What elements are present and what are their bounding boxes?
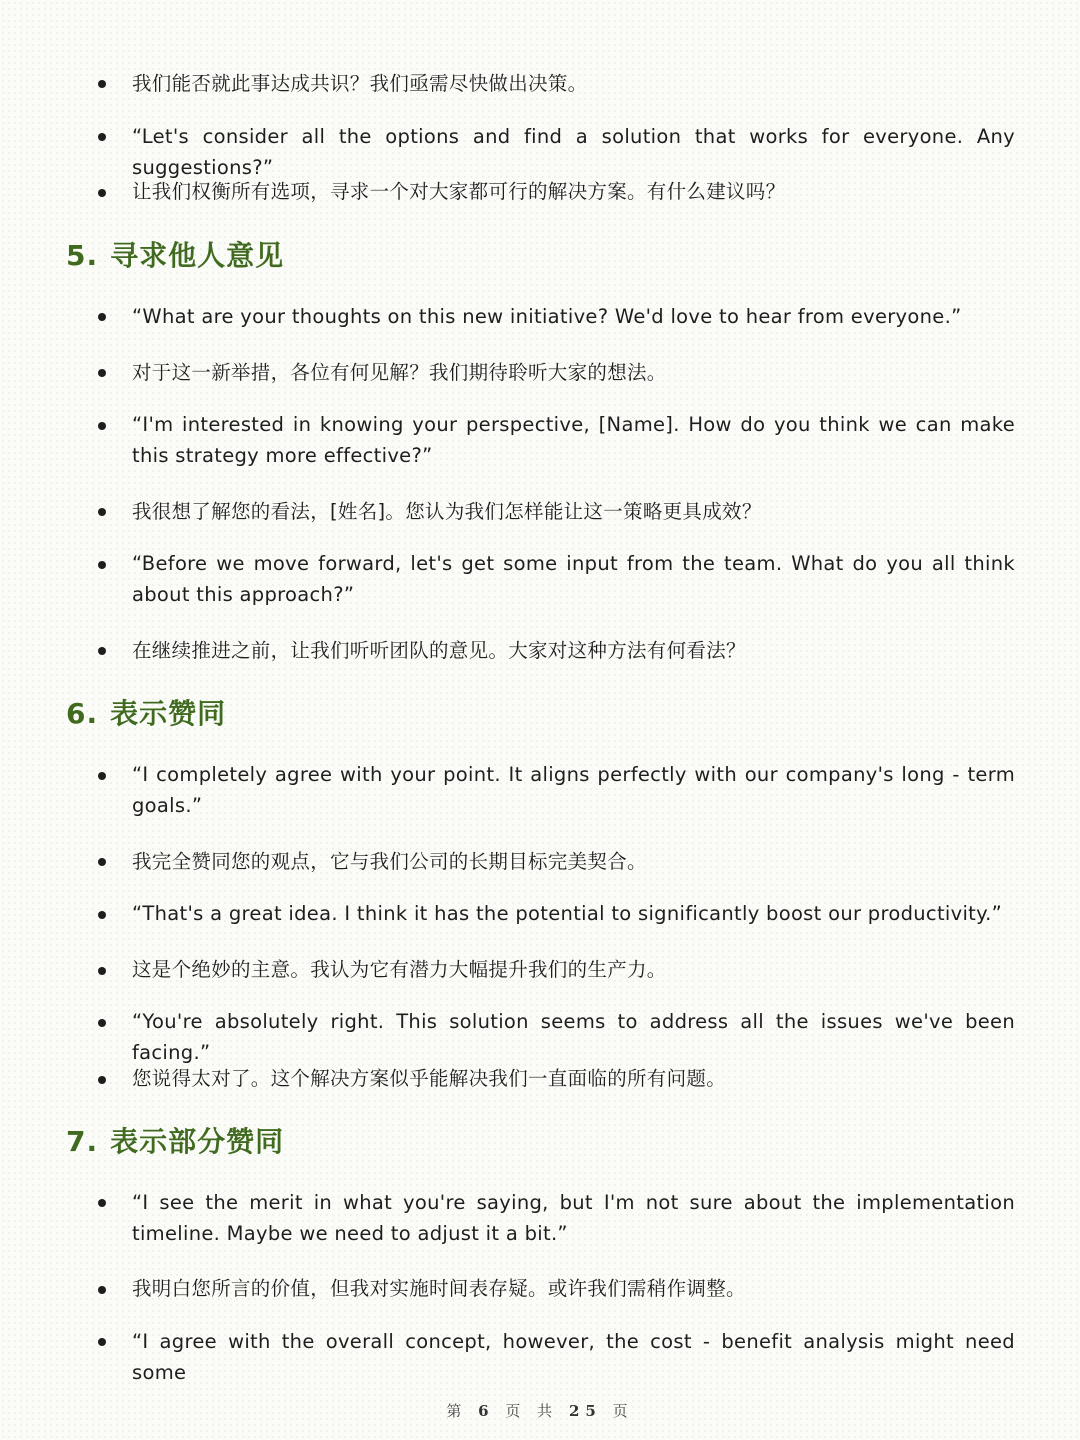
list-item: “You're absolutely right. This solution seems to address all the issues we've been facing.” [132, 1010, 1015, 1064]
bullet [98, 508, 106, 516]
section-heading-6 [66, 696, 226, 732]
list-item: 我们能否就此事达成共识？我们亟需尽快做出决策。 [132, 72, 588, 95]
list-item: 您说得太对了。这个解决方案似乎能解决我们一直面临的所有问题。 [132, 1067, 727, 1090]
list-item: “I agree with the overall concept, however, the cost - benefit analysis might need some [132, 1330, 1015, 1384]
list-item: “Let's consider all the options and find a solution that works for everyone. Any suggestions?” [132, 125, 1015, 179]
bullet [98, 647, 106, 655]
total-page-count: 25 [568, 1402, 602, 1420]
list-item: 让我们权衡所有选项，寻求一个对大家都可行的解决方案。有什么建议吗？ [132, 180, 786, 203]
bullet [98, 189, 106, 197]
bullet [98, 313, 106, 321]
section-number: 6. [66, 697, 99, 730]
list-item: 我很想了解您的看法，[姓名]。您认为我们怎样能让这一策略更具成效？ [132, 500, 762, 523]
list-item: “What are your thoughts on this new initiative? We'd love to hear from everyone.” [132, 305, 962, 328]
list-item: “Before we move forward, let's get some input from the team. What do you all think about this approach?” [132, 552, 1015, 606]
page-footer [0, 1400, 1080, 1421]
bullet [98, 422, 106, 430]
bullet [98, 967, 106, 975]
list-item: “I'm interested in knowing your perspective, [Name]. How do you think we can make this strategy more effective?” [132, 413, 1015, 467]
bullet [98, 1019, 106, 1027]
footer-middle: 页 共 [505, 1402, 559, 1420]
bullet [98, 1338, 106, 1346]
section-number: 5. [66, 239, 99, 272]
section-heading-7 [66, 1124, 284, 1160]
bullet [98, 80, 106, 88]
bullet [98, 772, 106, 780]
list-item: “I completely agree with your point. It aligns perfectly with our company's long - term goals.” [132, 763, 1015, 817]
list-item: 我完全赞同您的观点，它与我们公司的长期目标完美契合。 [132, 850, 647, 873]
bullet [98, 911, 106, 919]
list-item: “I see the merit in what you're saying, but I'm not sure about the implementation timeline. Maybe we need to adjust it a bit.” [132, 1191, 1015, 1245]
bullet [98, 1076, 106, 1084]
section-heading-5 [66, 238, 284, 274]
section-title: 表示赞同 [110, 697, 227, 730]
list-item: 在继续推进之前，让我们听听团队的意见。大家对这种方法有何看法？ [132, 639, 746, 662]
bullet [98, 1199, 106, 1207]
list-item: 对于这一新举措，各位有何见解？我们期待聆听大家的想法。 [132, 361, 667, 384]
footer-suffix: 页 [612, 1402, 634, 1420]
section-title: 表示部分赞同 [110, 1125, 285, 1158]
list-item: 这是个绝妙的主意。我认为它有潜力大幅提升我们的生产力。 [132, 958, 667, 981]
bullet [98, 561, 106, 569]
list-item: “That's a great idea. I think it has the potential to significantly boost our productivity.” [132, 902, 1003, 925]
bullet [98, 369, 106, 377]
footer-prefix: 第 [446, 1402, 468, 1420]
bullet [98, 858, 106, 866]
section-title: 寻求他人意见 [110, 239, 285, 272]
section-number: 7. [66, 1125, 99, 1158]
current-page-number: 6 [478, 1402, 495, 1420]
bullet [98, 1286, 106, 1294]
list-item: 我明白您所言的价值，但我对实施时间表存疑。或许我们需稍作调整。 [132, 1277, 746, 1300]
bullet [98, 133, 106, 141]
